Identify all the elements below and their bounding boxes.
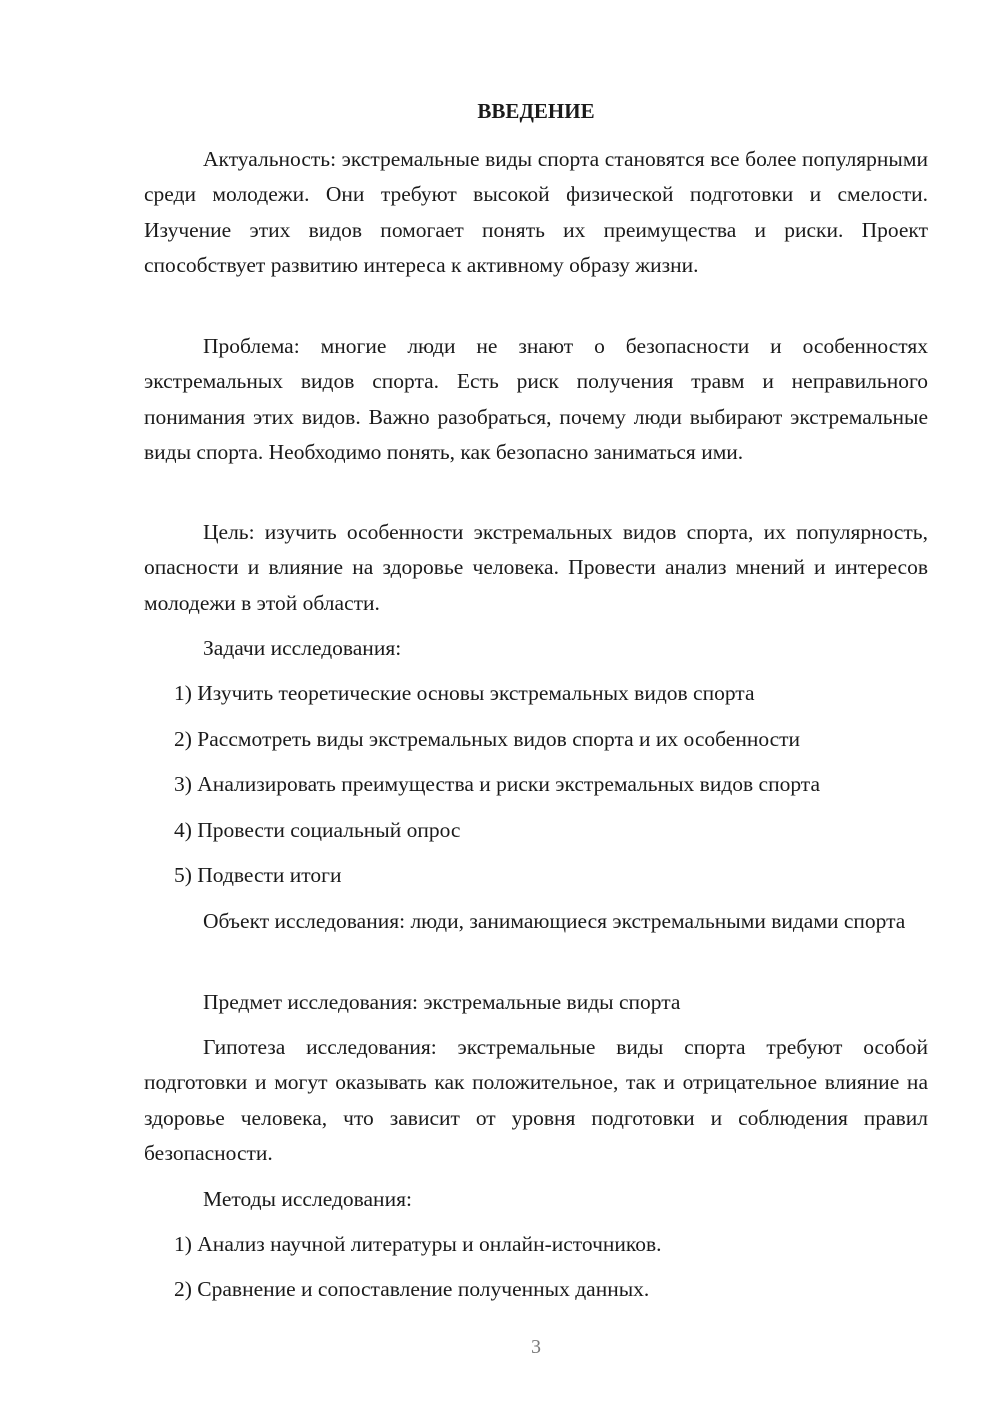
tasks-heading: Задачи исследования:: [203, 636, 402, 660]
hypothesis-paragraph: Гипотеза исследования: экстремальные виды спорта требуют особой подготовки и могут оказывать как положительное, так и отрицательное влияние на здоровье человека, что зависит от уровня подготовки и соблюдения правил безопасности.: [144, 1035, 928, 1165]
task-item-4: 4) Провести социальный опрос: [174, 818, 461, 842]
object-paragraph: Объект исследования: люди, занимающиеся экстремальными видами спорта: [203, 909, 906, 933]
task-item-3: 3) Анализировать преимущества и риски экстремальных видов спорта: [174, 772, 821, 796]
task-item-5: 5) Подвести итоги: [174, 863, 342, 887]
page-title: ВВЕДЕНИЕ: [477, 99, 595, 123]
page-number: 3: [531, 1336, 541, 1358]
task-item-2: 2) Рассмотреть виды экстремальных видов спорта и их особенности: [174, 727, 801, 751]
methods-heading: Методы исследования:: [203, 1187, 412, 1211]
method-item-2: 2) Сравнение и сопоставление полученных данных.: [174, 1277, 650, 1301]
problem-paragraph: Проблема: многие люди не знают о безопасности и особенностях экстремальных видов спорта. Есть риск получения травм и неправильного понимания этих видов. Важно разобраться, почему люди выбирают экстремальные виды спорта. Необходимо понять, как безопасно заниматься ими.: [144, 334, 928, 464]
task-item-1: 1) Изучить теоретические основы экстремальных видов спорта: [174, 681, 755, 705]
goal-paragraph: Цель: изучить особенности экстремальных видов спорта, их популярность, опасности и влияние на здоровье человека. Провести анализ мнений и интересов молодежи в этой области.: [144, 520, 928, 615]
subject-paragraph: Предмет исследования: экстремальные виды спорта: [203, 990, 681, 1014]
method-item-1: 1) Анализ научной литературы и онлайн-источников.: [174, 1232, 662, 1256]
document-page: [144, 0, 928, 1414]
relevance-paragraph: Актуальность: экстремальные виды спорта становятся все более популярными среди молодежи. Они требуют высокой физической подготовки и смелости. Изучение этих видов помогает понять их преимущества и риски. Проект способствует развитию интереса к активному образу жизни.: [144, 147, 928, 277]
